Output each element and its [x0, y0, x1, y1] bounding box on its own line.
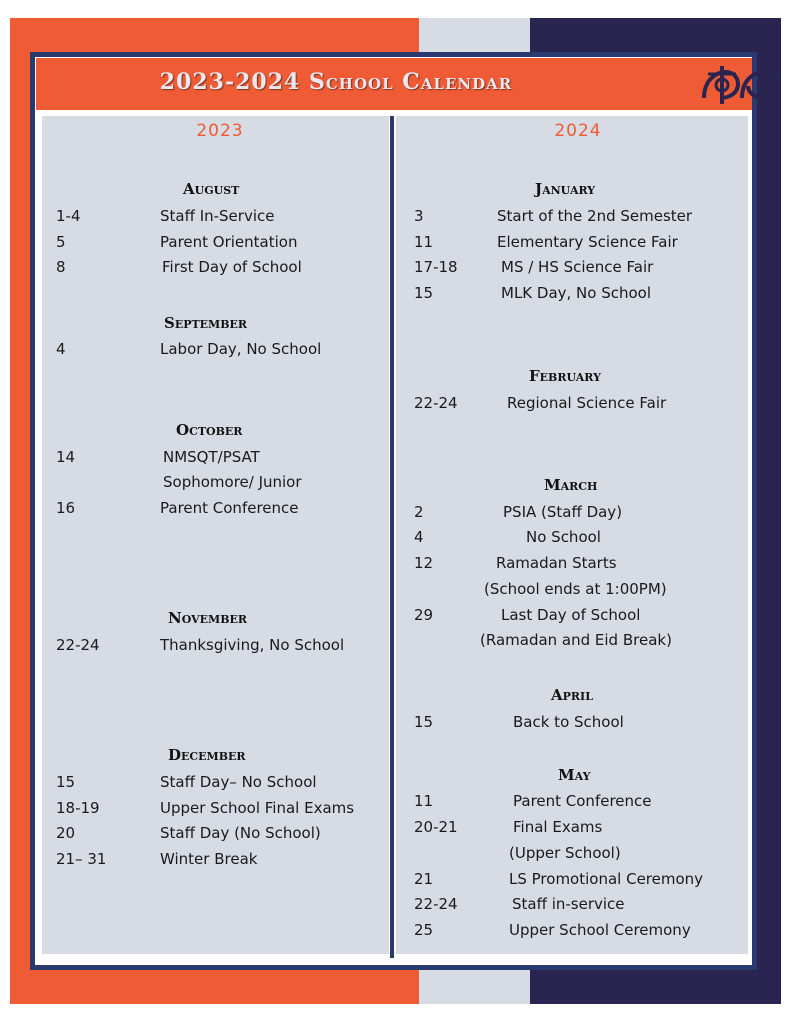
event-date: 12: [414, 554, 434, 572]
event-date: 22-24: [414, 895, 458, 913]
event-date: 11: [414, 792, 434, 810]
month-november: November: [168, 609, 248, 627]
event-name: Staff Day– No School: [160, 773, 317, 791]
event-date: 15: [414, 713, 434, 731]
event-date: 4: [414, 528, 424, 546]
event-name: NMSQT/PSAT: [163, 448, 260, 466]
event-name: Last Day of School: [501, 606, 641, 624]
event-date: 4: [56, 340, 66, 358]
event-name: MS / HS Science Fair: [501, 258, 654, 276]
month-december: December: [168, 746, 246, 764]
event-date: 14: [56, 448, 76, 466]
event-name: Final Exams: [513, 818, 603, 836]
event-name: Staff In-Service: [160, 207, 275, 225]
event-name: Parent Orientation: [160, 233, 298, 251]
event-date: 29: [414, 606, 434, 624]
event-date: 18-19: [56, 799, 100, 817]
event-name: Ramadan Starts: [496, 554, 617, 572]
event-date: 1-4: [56, 207, 81, 225]
event-date: 16: [56, 499, 76, 517]
event-name: Regional Science Fair: [507, 394, 667, 412]
month-april: April: [551, 686, 593, 704]
event-name: Upper School Final Exams: [160, 799, 355, 817]
month-march: March: [544, 476, 598, 494]
event-name: LS Promotional Ceremony: [509, 870, 704, 888]
month-may: May: [558, 766, 591, 784]
year-2024-heading: 2024: [554, 121, 602, 141]
event-name: (Ramadan and Eid Break): [480, 631, 672, 649]
event-name: Upper School Ceremony: [509, 921, 691, 939]
event-date: 8: [56, 258, 66, 276]
calendar-header: [36, 58, 752, 110]
event-name: No School: [526, 528, 601, 546]
event-name: PSIA (Staff Day): [503, 503, 623, 521]
event-name: MLK Day, No School: [501, 284, 652, 302]
month-february: February: [529, 367, 601, 385]
event-name: Staff Day (No School): [160, 824, 321, 842]
event-date: 22-24: [56, 636, 100, 654]
event-name: (Upper School): [509, 844, 621, 862]
event-date: 15: [56, 773, 76, 791]
event-name: Sophomore/ Junior: [163, 473, 302, 491]
event-name: Start of the 2nd Semester: [497, 207, 693, 225]
event-date: 3: [414, 207, 424, 225]
event-name: First Day of School: [162, 258, 302, 276]
event-date: 21: [414, 870, 434, 888]
event-date: 5: [56, 233, 66, 251]
event-name: Back to School: [513, 713, 624, 731]
column-divider: [390, 116, 394, 958]
event-name: Labor Day, No School: [160, 340, 322, 358]
event-name: Winter Break: [160, 850, 258, 868]
event-date: 21– 31: [56, 850, 107, 868]
event-name: Parent Conference: [160, 499, 299, 517]
month-september: September: [164, 314, 248, 332]
month-october: October: [176, 421, 243, 439]
month-january: January: [535, 180, 596, 198]
event-date: 15: [414, 284, 434, 302]
calendar-title: 2023-2024 School Calendar: [159, 69, 513, 95]
event-date: 25: [414, 921, 434, 939]
school-logo-icon: [700, 64, 780, 106]
event-name: Elementary Science Fair: [497, 233, 678, 251]
event-date: 11: [414, 233, 434, 251]
event-date: 20: [56, 824, 76, 842]
event-name: Parent Conference: [513, 792, 652, 810]
year-2023-heading: 2023: [196, 121, 244, 141]
event-date: 17-18: [414, 258, 458, 276]
event-name: (School ends at 1:00PM): [484, 580, 667, 598]
event-name: Staff in-service: [512, 895, 625, 913]
month-august: August: [183, 180, 240, 198]
event-name: Thanksgiving, No School: [160, 636, 345, 654]
event-date: 22-24: [414, 394, 458, 412]
event-date: 2: [414, 503, 424, 521]
event-date: 20-21: [414, 818, 458, 836]
